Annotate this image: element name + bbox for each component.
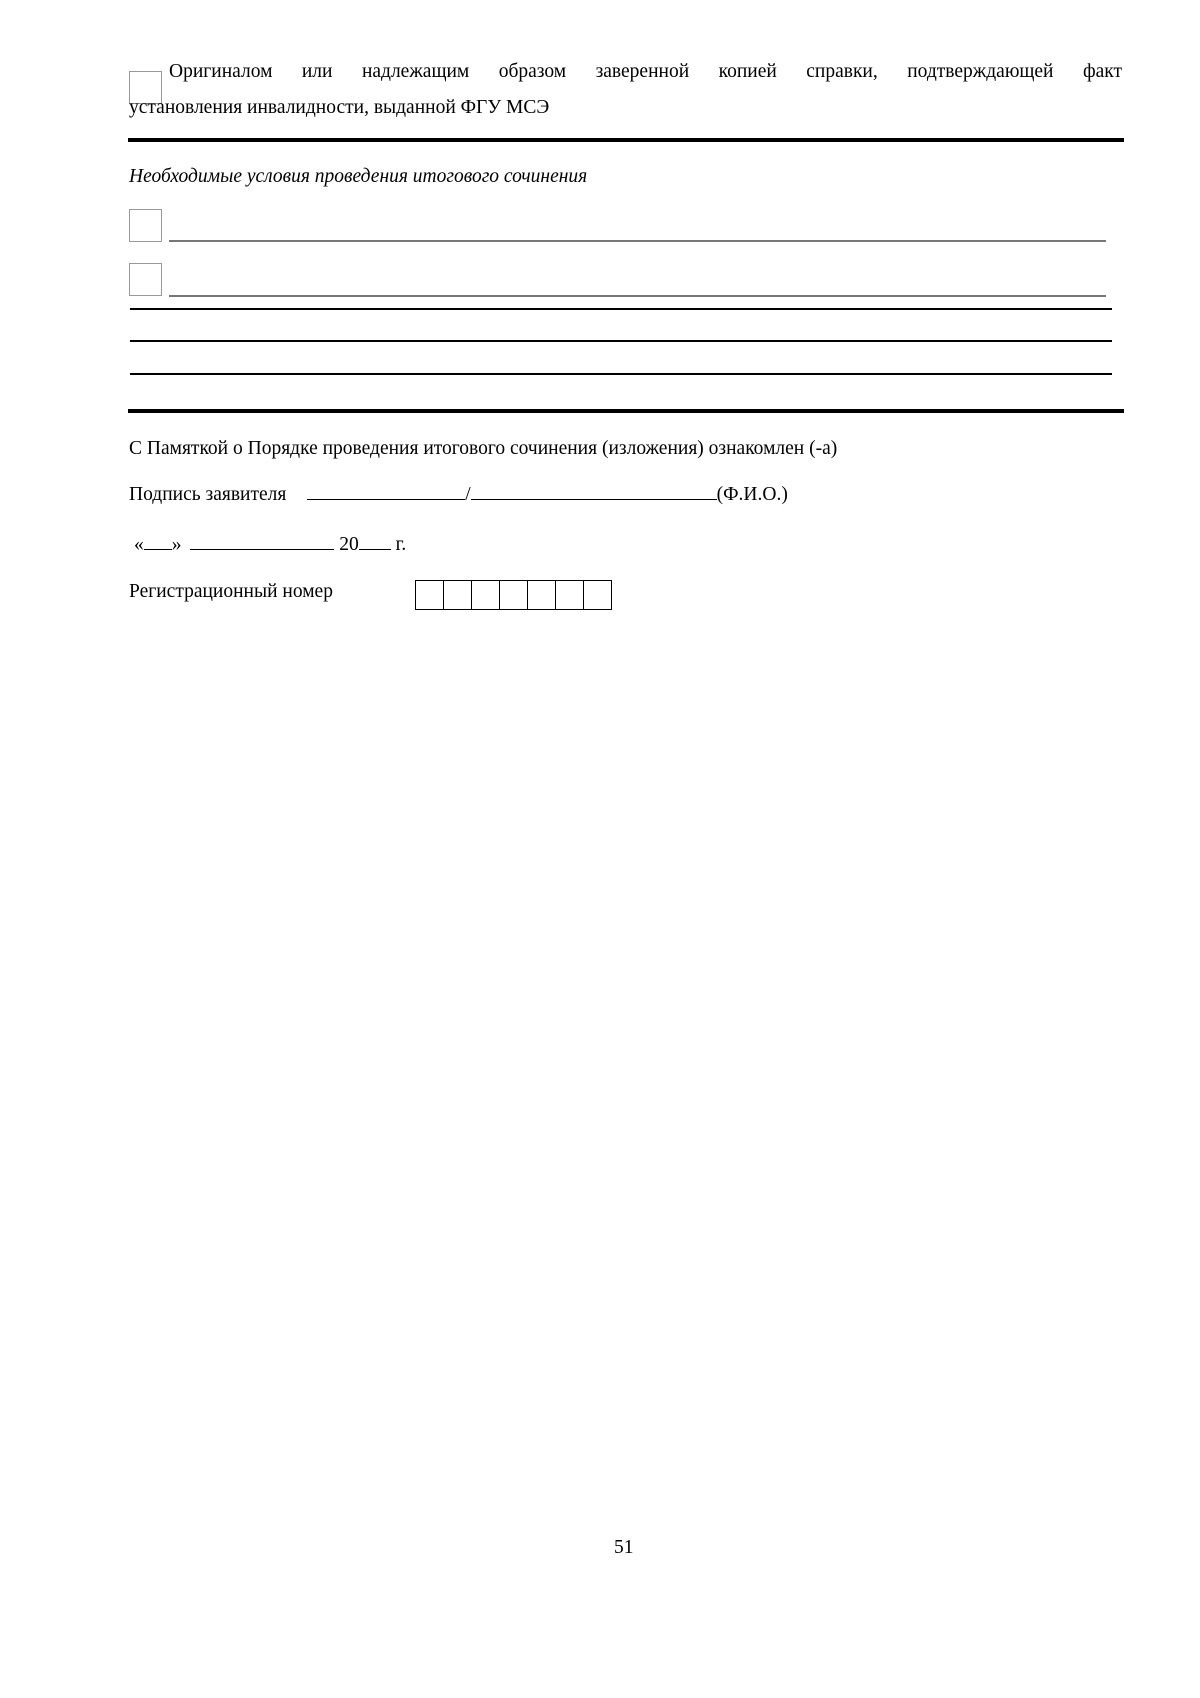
- date-close-quote: »: [171, 534, 182, 555]
- page-number: 51: [614, 1537, 634, 1558]
- registration-cell[interactable]: [472, 581, 500, 609]
- fio-field[interactable]: [471, 481, 717, 500]
- day-field[interactable]: [144, 531, 172, 550]
- section-divider: [128, 409, 1124, 413]
- registration-cell[interactable]: [500, 581, 528, 609]
- registration-cell[interactable]: [444, 581, 472, 609]
- signature-row: [129, 481, 788, 506]
- year-field[interactable]: [359, 531, 391, 550]
- signature-separator: /: [465, 484, 471, 505]
- month-field[interactable]: [190, 531, 334, 550]
- fio-label: (Ф.И.О.): [716, 484, 788, 505]
- year-suffix: г.: [395, 534, 407, 555]
- condition-extra-line-3[interactable]: [130, 373, 1112, 375]
- registration-cell[interactable]: [584, 581, 611, 609]
- registration-label: Регистрационный номер: [129, 581, 333, 602]
- condition-extra-line-2[interactable]: [130, 340, 1112, 342]
- condition-1-field[interactable]: [169, 240, 1106, 242]
- checkbox-condition-2[interactable]: [129, 263, 162, 296]
- registration-number-cells[interactable]: [415, 580, 612, 610]
- signature-field[interactable]: [307, 481, 465, 500]
- registration-cell[interactable]: [416, 581, 444, 609]
- option-disability-line2: установления инвалидности, выданной ФГУ МСЭ: [129, 97, 550, 118]
- option-disability-line1: Оригиналом или надлежащим образом заверенной копией справки, подтверждающей факт: [169, 61, 1122, 82]
- condition-2-field[interactable]: [169, 295, 1106, 297]
- year-prefix: 20: [339, 534, 359, 555]
- checkbox-condition-1[interactable]: [129, 209, 162, 242]
- registration-cell[interactable]: [528, 581, 556, 609]
- signature-label: Подпись заявителя: [129, 484, 287, 505]
- condition-extra-line-1[interactable]: [130, 308, 1112, 310]
- date-row: [134, 531, 406, 556]
- registration-cell[interactable]: [556, 581, 584, 609]
- acknowledgement-text: С Памяткой о Порядке проведения итогового сочинения (изложения) ознакомлен (-а): [129, 438, 838, 459]
- section-divider: [128, 138, 1124, 142]
- conditions-heading: Необходимые условия проведения итогового сочинения: [129, 166, 588, 187]
- date-open-quote: «: [134, 534, 144, 555]
